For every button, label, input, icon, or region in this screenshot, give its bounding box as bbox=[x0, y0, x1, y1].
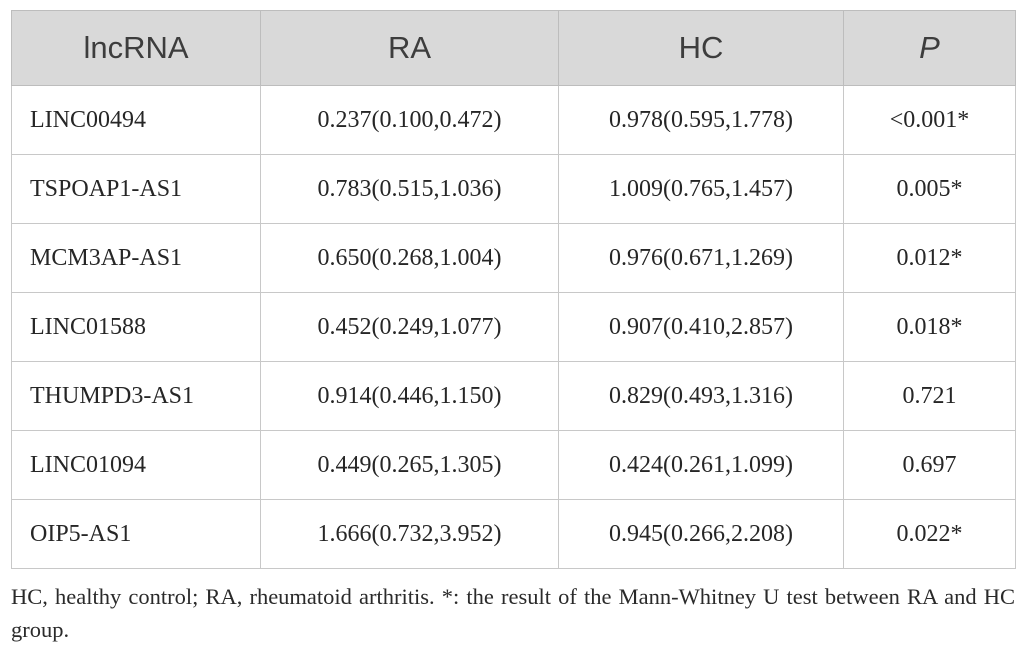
cell-hc: 0.424(0.261,1.099) bbox=[559, 431, 844, 500]
table-row bbox=[12, 155, 1016, 224]
table-container bbox=[11, 10, 1015, 569]
cell-lncrna: LINC01094 bbox=[12, 431, 261, 500]
cell-hc: 1.009(0.765,1.457) bbox=[559, 155, 844, 224]
cell-p-value: 0.721 bbox=[844, 362, 1016, 431]
cell-ra: 0.914(0.446,1.150) bbox=[261, 362, 559, 431]
cell-ra: 0.650(0.268,1.004) bbox=[261, 224, 559, 293]
table-header-row bbox=[12, 11, 1016, 86]
cell-p-value: 0.022* bbox=[844, 500, 1016, 569]
header-p-value: P bbox=[844, 11, 1016, 86]
cell-ra: 1.666(0.732,3.952) bbox=[261, 500, 559, 569]
table-row bbox=[12, 293, 1016, 362]
cell-hc: 0.978(0.595,1.778) bbox=[559, 86, 844, 155]
lncrna-expression-table bbox=[11, 10, 1016, 569]
table-row bbox=[12, 86, 1016, 155]
cell-p-value: 0.005* bbox=[844, 155, 1016, 224]
table-row bbox=[12, 362, 1016, 431]
cell-ra: 0.783(0.515,1.036) bbox=[261, 155, 559, 224]
cell-lncrna: LINC00494 bbox=[12, 86, 261, 155]
header-ra: RA bbox=[261, 11, 559, 86]
header-hc: HC bbox=[559, 11, 844, 86]
cell-lncrna: THUMPD3-AS1 bbox=[12, 362, 261, 431]
cell-hc: 0.945(0.266,2.208) bbox=[559, 500, 844, 569]
table-row bbox=[12, 431, 1016, 500]
cell-ra: 0.452(0.249,1.077) bbox=[261, 293, 559, 362]
cell-lncrna: OIP5-AS1 bbox=[12, 500, 261, 569]
cell-lncrna: LINC01588 bbox=[12, 293, 261, 362]
cell-ra: 0.237(0.100,0.472) bbox=[261, 86, 559, 155]
cell-ra: 0.449(0.265,1.305) bbox=[261, 431, 559, 500]
header-lncrna: lncRNA bbox=[12, 11, 261, 86]
table-row bbox=[12, 500, 1016, 569]
cell-lncrna: MCM3AP-AS1 bbox=[12, 224, 261, 293]
cell-lncrna: TSPOAP1-AS1 bbox=[12, 155, 261, 224]
table-row bbox=[12, 224, 1016, 293]
cell-hc: 0.907(0.410,2.857) bbox=[559, 293, 844, 362]
cell-hc: 0.976(0.671,1.269) bbox=[559, 224, 844, 293]
cell-p-value: <0.001* bbox=[844, 86, 1016, 155]
cell-p-value: 0.018* bbox=[844, 293, 1016, 362]
table-footnote: HC, healthy control; RA, rheumatoid arthritis. *: the result of the Mann-Whitney U test between RA and HC group. bbox=[11, 584, 1015, 642]
cell-hc: 0.829(0.493,1.316) bbox=[559, 362, 844, 431]
cell-p-value: 0.697 bbox=[844, 431, 1016, 500]
cell-p-value: 0.012* bbox=[844, 224, 1016, 293]
